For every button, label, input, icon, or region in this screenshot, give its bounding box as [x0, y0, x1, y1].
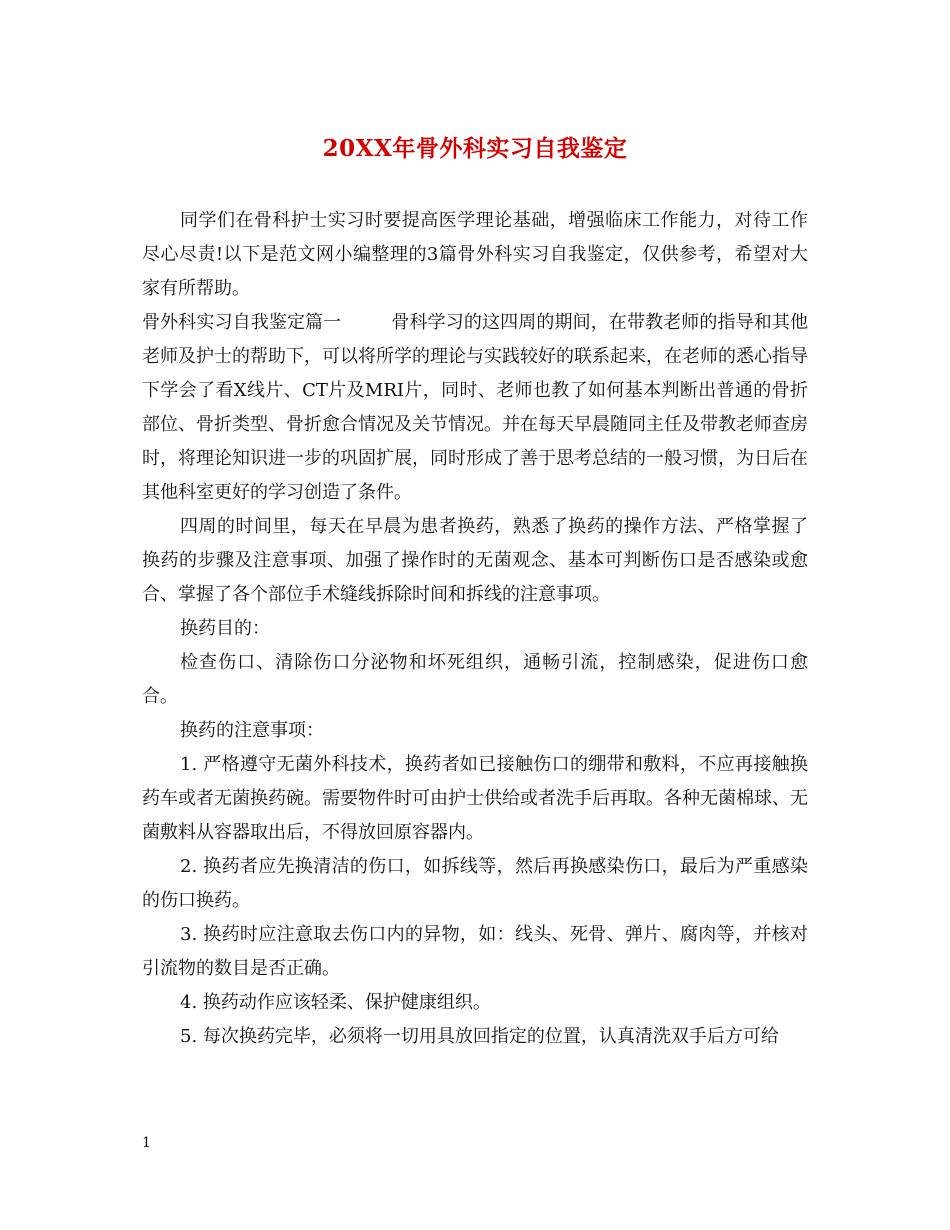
note-item-1: 1. 严格遵守无菌外科技术，换药者如已接触伤口的绷带和敷料，不应再接触换药车或者无菌换药碗。需要物件时可由护士供给或者洗手后再取。各种无菌棉球、无菌敷料从容器取出后，不得放回原容器内。 — [142, 754, 808, 843]
section-lead-text: 骨科学习的这四周的期间，在带教老师的指导和其他老师及护士的帮助下，可以将所学的理论与实践较好的联系起来，在老师的悉心指导下学会了看X线片、CT片及MRI片，同时、老师也教了如何基本判断出普通的骨折部位、骨折类型、骨折愈合情况及关节情况。并在每天早晨随同主任及带教老师查房时，将理论知识进一步的巩固扩展，同时形成了善于思考总结的一般习惯，为日后在其他科室更好的学习创造了条件。 — [142, 312, 809, 503]
note-item-2: 2. 换药者应先换清洁的伤口，如拆线等，然后再换感染伤口，最后为严重感染的伤口换药。 — [142, 856, 808, 911]
notes-label: 换药的注意事项： — [180, 720, 324, 741]
intro-paragraph: 同学们在骨科护士实习时要提高医学理论基础，增强临床工作能力，对待工作尽心尽责!以下是范文网小编整理的3篇骨外科实习自我鉴定，仅供参考，希望对大家有所帮助。 — [142, 210, 808, 299]
document-title: 20XX年骨外科实习自我鉴定 — [322, 135, 628, 162]
page-number: 1 — [142, 1135, 151, 1151]
purpose-label: 换药目的： — [180, 618, 270, 639]
purpose-text: 检查伤口、清除伤口分泌物和坏死组织，通畅引流，控制感染，促进伤口愈合。 — [142, 652, 808, 707]
note-item-3: 3. 换药时应注意取去伤口内的异物，如：线头、死骨、弹片、腐肉等，并核对引流物的数目是否正确。 — [142, 924, 808, 979]
section-heading: 骨外科实习自我鉴定篇一 — [142, 312, 342, 333]
dressing-paragraph: 四周的时间里，每天在早晨为患者换药，熟悉了换药的操作方法、严格掌握了换药的步骤及注意事项、加强了操作时的无菌观念、基本可判断伤口是否感染或愈合、掌握了各个部位手术缝线拆除时间和拆线的注意事项。 — [142, 516, 808, 605]
document-body — [142, 204, 808, 1054]
section-paragraph — [142, 306, 808, 510]
note-item-5: 5. 每次换药完毕，必须将一切用具放回指定的位置，认真清洗双手后方可给 — [180, 1026, 779, 1047]
note-item-4: 4. 换药动作应该轻柔、保护健康组织。 — [180, 992, 491, 1013]
